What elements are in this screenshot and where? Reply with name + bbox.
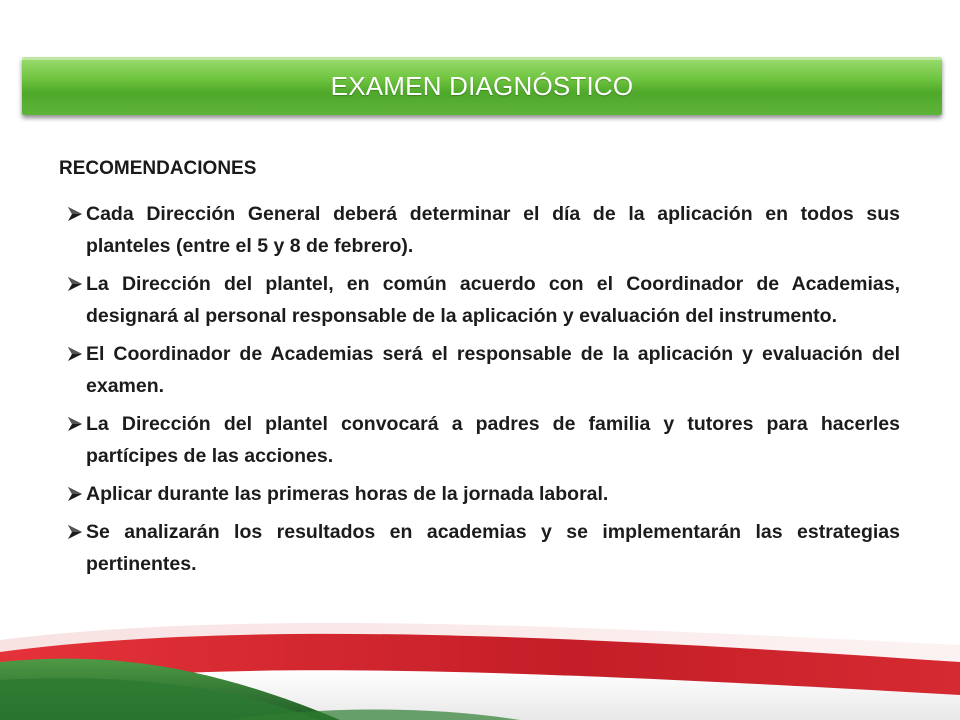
list-item — [66, 408, 900, 472]
footer-decoration — [0, 600, 960, 720]
list-item — [66, 338, 900, 402]
list-item-text: La Dirección del plantel, en común acuerdo con el Coordinador de Academias, designará al personal responsable de la aplicación y evaluación del instrumento. — [86, 273, 900, 327]
arrow-bullet-icon — [67, 276, 83, 292]
list-item-text: Aplicar durante las primeras horas de la jornada laboral. — [86, 483, 609, 505]
list-item — [66, 268, 900, 332]
list-item-text: Se analizarán los resultados en academias y se implementarán las estrategias pertinentes. — [86, 521, 900, 575]
arrow-bullet-icon — [67, 416, 83, 432]
list-item-text: El Coordinador de Academias será el responsable de la aplicación y evaluación del examen. — [86, 343, 900, 397]
slide-title: EXAMEN DIAGNÓSTICO — [330, 71, 634, 101]
section-heading: RECOMENDACIONES — [59, 158, 257, 179]
arrow-bullet-icon — [67, 206, 83, 222]
title-banner — [22, 57, 942, 115]
recommendations-list — [66, 198, 900, 586]
list-item — [66, 478, 900, 510]
list-item-text: Cada Dirección General deberá determinar el día de la aplicación en todos sus planteles (entre el 5 y 8 de febrero). — [86, 203, 900, 257]
list-item — [66, 198, 900, 262]
arrow-bullet-icon — [67, 486, 83, 502]
list-item — [66, 516, 900, 580]
arrow-bullet-icon — [67, 346, 83, 362]
list-item-text: La Dirección del plantel convocará a padres de familia y tutores para hacerles partícipes de las acciones. — [86, 413, 900, 467]
arrow-bullet-icon — [67, 524, 83, 540]
